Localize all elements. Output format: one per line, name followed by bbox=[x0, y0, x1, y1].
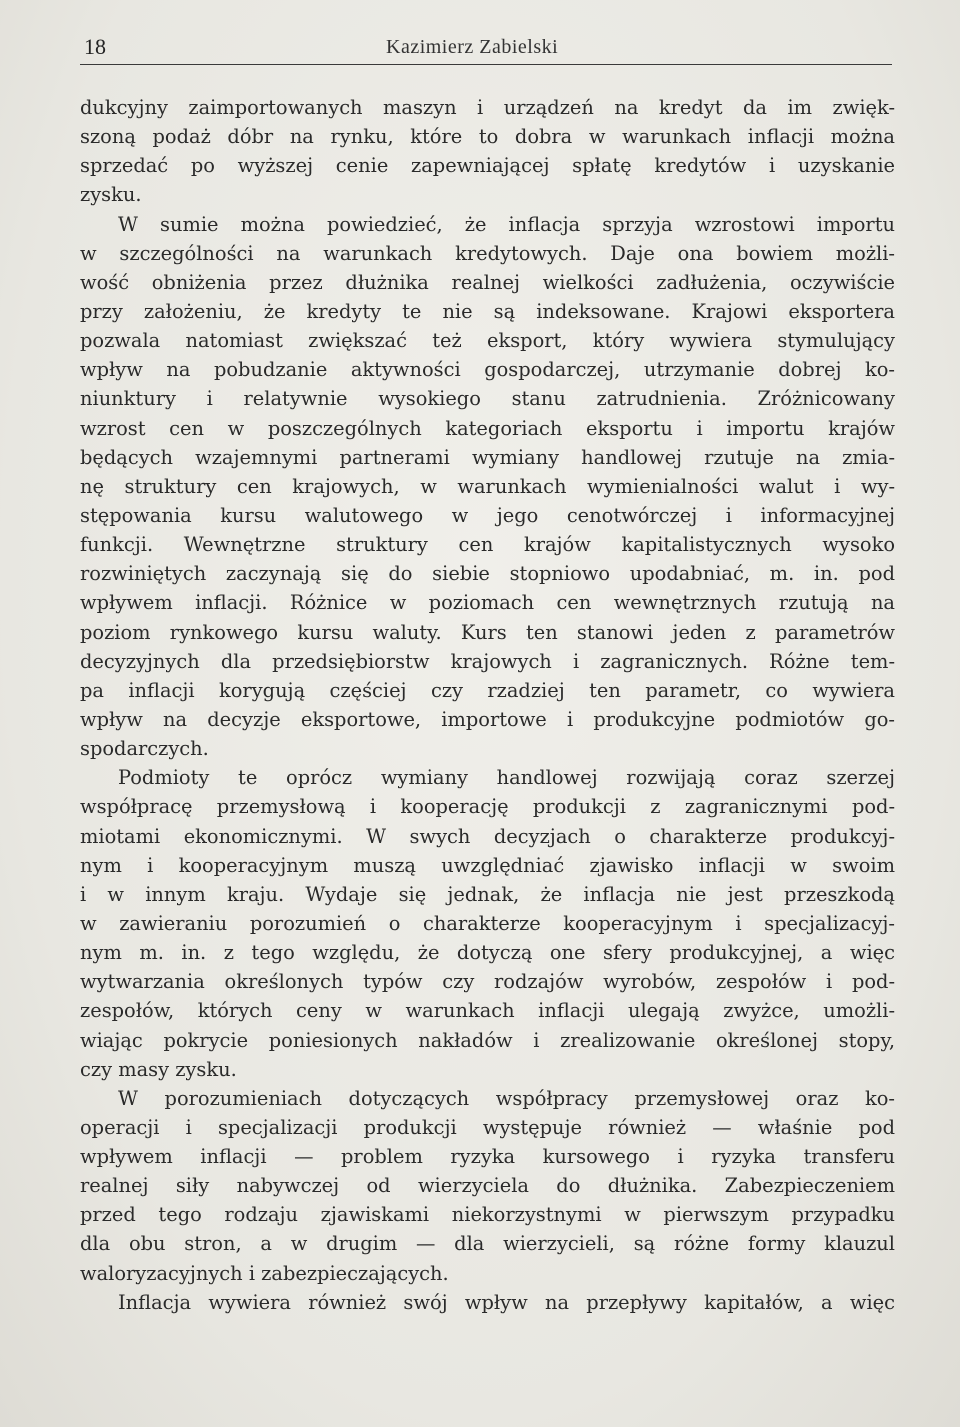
text-line: w szczególności na warunkach kredytowych. Daje ona bowiem możli- bbox=[80, 241, 895, 265]
text-line: operacji i specjalizacji produkcji występuje również — właśnie pod bbox=[80, 1115, 895, 1139]
text-line: wiając pokrycie poniesionych nakładów i zrealizowanie określonej stopy, bbox=[80, 1028, 895, 1052]
text-line: będących wzajemnymi partnerami wymiany handlowej rzutuje na zmia- bbox=[80, 445, 895, 469]
text-line: rozwiniętych zaczynają się do siebie stopniowo upodabniać, m. in. pod bbox=[80, 562, 895, 586]
text-line: zysku. bbox=[80, 183, 142, 207]
text-line: w zawieraniu porozumień o charakterze kooperacyjnym i specjalizacyj- bbox=[80, 911, 895, 935]
text-line: decyzyjnych dla przedsiębiorstw krajowych i zagranicznych. Różne tem- bbox=[80, 649, 895, 673]
text-line: szoną podaż dóbr na rynku, które to dobra w warunkach inflacji można bbox=[80, 125, 895, 149]
text-line: poziom rynkowego kursu waluty. Kurs ten stanowi jeden z parametrów bbox=[80, 620, 895, 644]
text-line: nę struktury cen krajowych, w warunkach wymienialności walut i wy- bbox=[80, 474, 895, 498]
body-text bbox=[80, 93, 895, 1317]
text-line: zespołów, których ceny w warunkach inflacji ulegają zwyżce, umożli- bbox=[80, 999, 895, 1023]
page-number: 18 bbox=[84, 34, 106, 59]
text-line: Podmioty te oprócz wymiany handlowej rozwijają coraz szerzej bbox=[118, 766, 895, 790]
text-line: realnej siły nabywczej od wierzyciela do dłużnika. Zabezpieczeniem bbox=[80, 1174, 895, 1198]
text-line: pozwala natomiast zwiększać też eksport, który wywiera stymulujący bbox=[80, 329, 895, 353]
text-line: dla obu stron, a w drugim — dla wierzycieli, są różne formy klauzul bbox=[80, 1232, 895, 1256]
text-line: nym i kooperacyjnym muszą uwzględniać zjawisko inflacji w swoim bbox=[80, 853, 895, 877]
text-line: W porozumieniach dotyczących współpracy przemysłowej oraz ko- bbox=[118, 1086, 895, 1110]
text-line: czy masy zysku. bbox=[80, 1057, 237, 1081]
text-line: wpływem inflacji — problem ryzyka kursowego i ryzyka transferu bbox=[80, 1145, 895, 1169]
text-line: i w innym kraju. Wydaje się jednak, że inflacja nie jest przeszkodą bbox=[80, 882, 895, 906]
text-line: przed tego rodzaju zjawiskami niekorzystnymi w pierwszym przypadku bbox=[80, 1203, 895, 1227]
text-line: sprzedać po wyższej cenie zapewniającej spłatę kredytów i uzyskanie bbox=[80, 154, 895, 178]
text-line: W sumie można powiedzieć, że inflacja sprzyja wzrostowi importu bbox=[118, 212, 895, 236]
text-line: nym m. in. z tego względu, że dotyczą one sfery produkcyjnej, a więc bbox=[80, 941, 895, 965]
text-line: wość obniżenia przez dłużnika realnej wielkości zadłużenia, oczywiście bbox=[80, 270, 895, 294]
text-line: spodarczych. bbox=[80, 737, 209, 761]
text-line: Inflacja wywiera również swój wpływ na przepływy kapitałów, a więc bbox=[118, 1290, 895, 1314]
text-line: wpływem inflacji. Różnice w poziomach cen wewnętrznych rzutują na bbox=[80, 591, 895, 615]
page-header bbox=[80, 30, 892, 65]
text-line: wzrost cen w poszczególnych kategoriach eksportu i importu krajów bbox=[80, 416, 895, 440]
text-line: waloryzacyjnych i zabezpieczających. bbox=[80, 1261, 449, 1285]
text-line: stępowania kursu walutowego w jego cenotwórczej i informacyjnej bbox=[80, 503, 895, 527]
text-line: współpracę przemysłową i kooperację produkcji z zagranicznymi pod- bbox=[80, 795, 895, 819]
text-line: niunktury i relatywnie wysokiego stanu zatrudnienia. Zróżnicowany bbox=[80, 387, 895, 411]
text-line: wpływ na pobudzanie aktywności gospodarczej, utrzymanie dobrej ko- bbox=[80, 358, 895, 382]
text-line: funkcji. Wewnętrzne struktury cen krajów kapitalistycznych wysoko bbox=[80, 533, 895, 557]
text-line: przy założeniu, że kredyty te nie są indeksowane. Krajowi eksportera bbox=[80, 299, 895, 323]
text-line: pa inflacji korygują częściej czy rzadziej ten parametr, co wywiera bbox=[80, 678, 895, 702]
running-head-author: Kazimierz Zabielski bbox=[386, 36, 559, 58]
text-line: miotami ekonomicznymi. W swych decyzjach o charakterze produkcyj- bbox=[80, 824, 895, 848]
text-line: wpływ na decyzje eksportowe, importowe i produkcyjne podmiotów go- bbox=[80, 707, 895, 731]
text-line: dukcyjny zaimportowanych maszyn i urządzeń na kredyt da im zwięk- bbox=[80, 96, 895, 119]
text-line: wytwarzania określonych typów czy rodzajów wyrobów, zespołów i pod- bbox=[80, 970, 895, 994]
